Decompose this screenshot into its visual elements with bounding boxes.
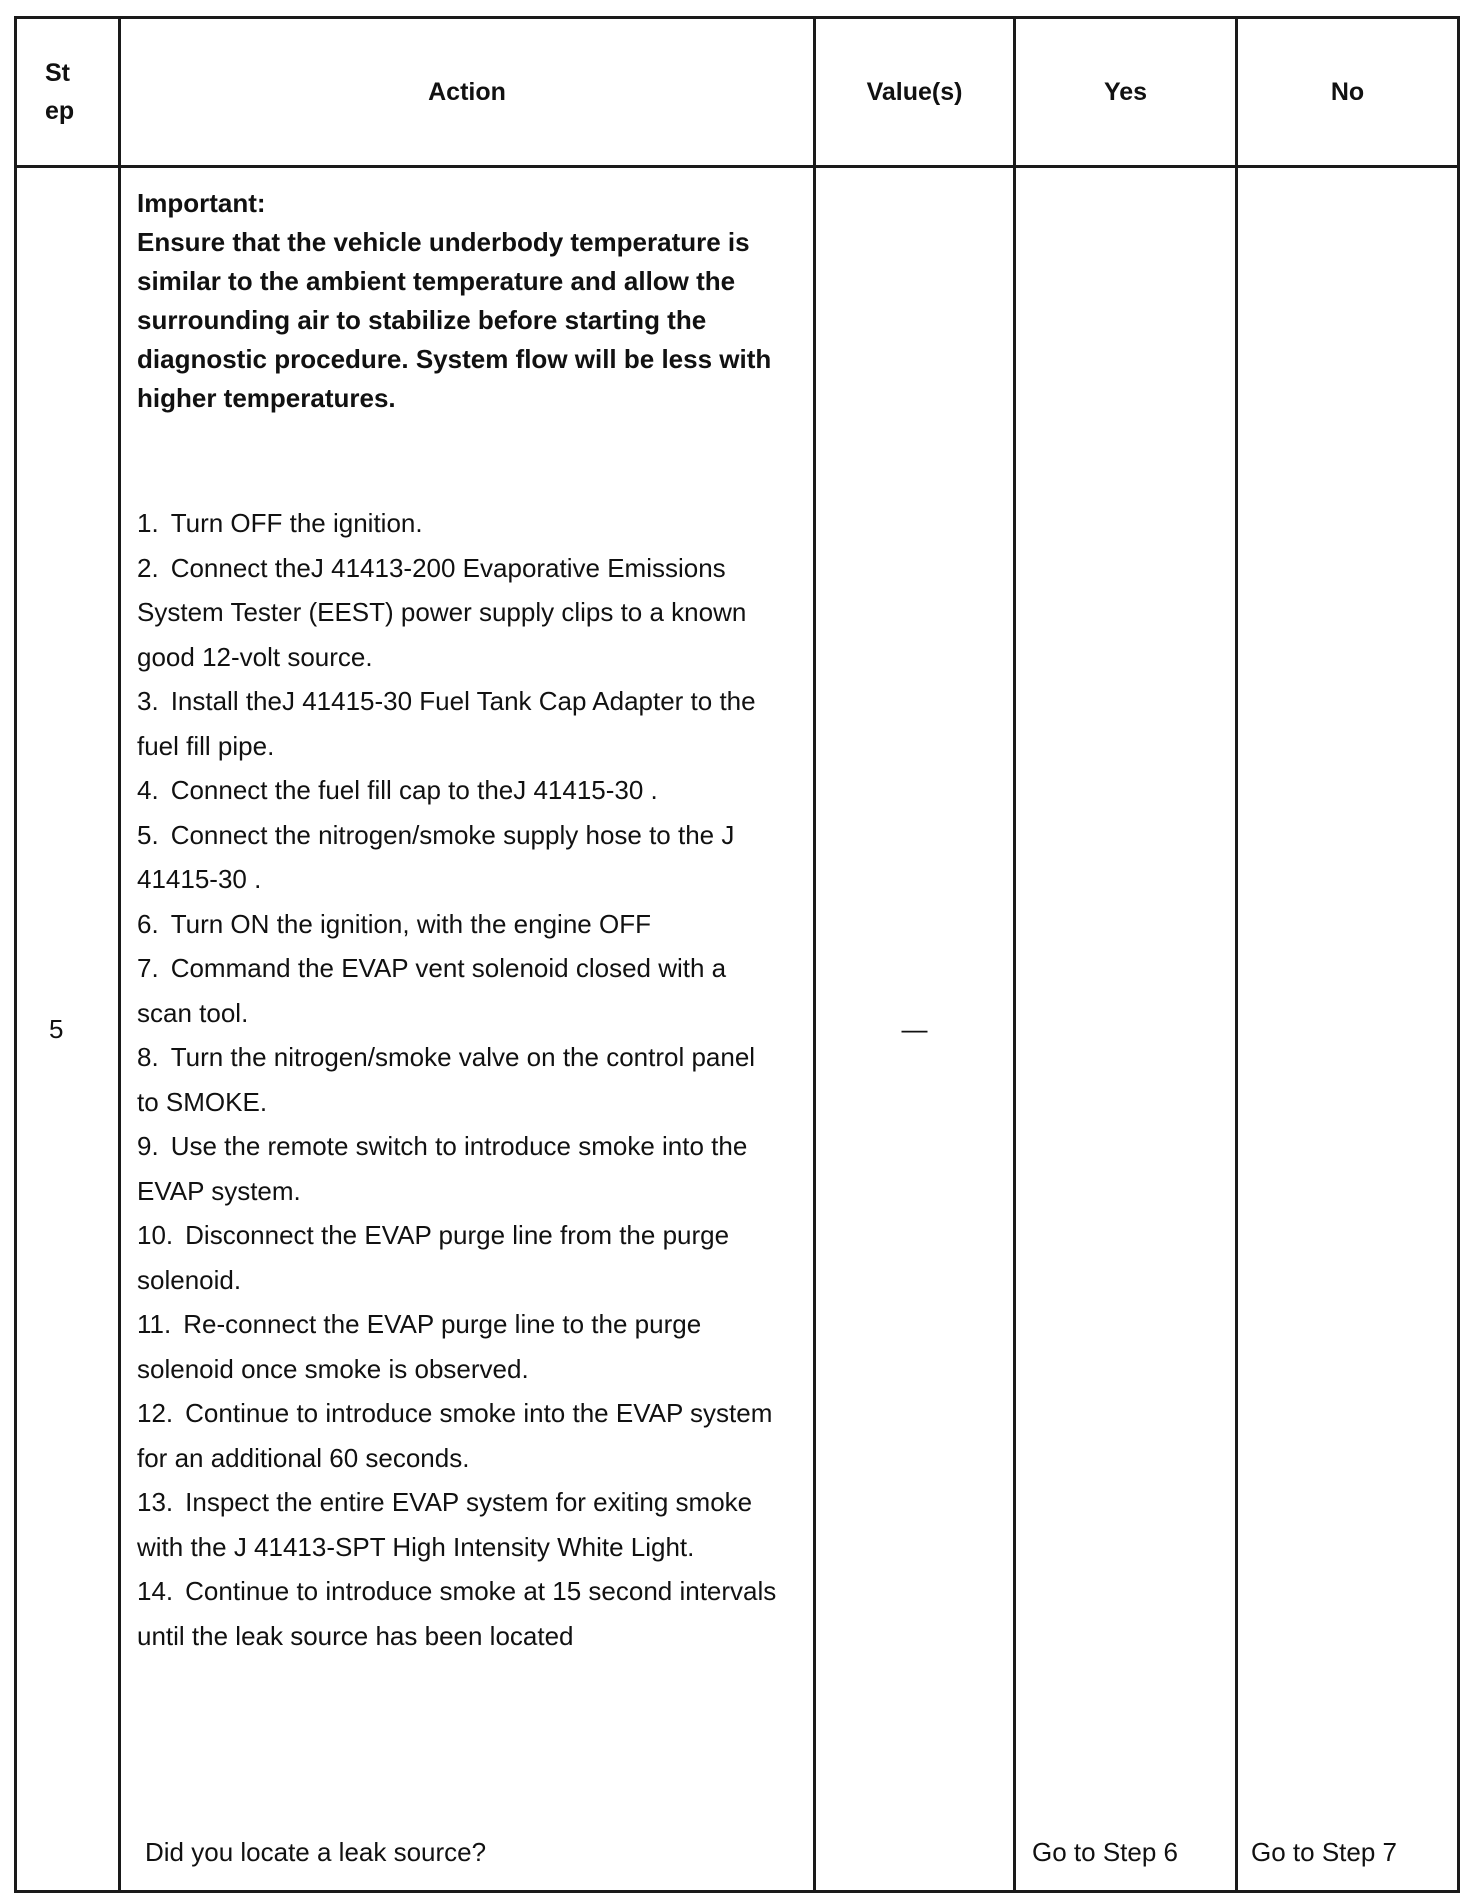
table-row bbox=[16, 167, 1459, 1892]
list-item: 3. Install theJ 41415-30 Fuel Tank Cap Adapter to the fuel fill pipe. bbox=[137, 686, 756, 761]
diagnostic-table bbox=[14, 16, 1460, 1893]
no-cell bbox=[1237, 167, 1459, 1892]
yes-cell bbox=[1015, 167, 1237, 1892]
list-item: 6. Turn ON the ignition, with the engine OFF bbox=[137, 908, 651, 939]
step-number: 5 bbox=[16, 167, 120, 1892]
important-title: Important: bbox=[137, 188, 266, 218]
list-item: 9. Use the remote switch to introduce smoke into the EVAP system. bbox=[137, 1131, 748, 1206]
list-item: 2. Connect theJ 41413-200 Evaporative Emissions System Tester (EEST) power supply clips to a known good 12-volt source. bbox=[137, 552, 747, 672]
leak-question: Did you locate a leak source? bbox=[145, 1837, 487, 1867]
list-item: 1. Turn OFF the ignition. bbox=[137, 508, 423, 538]
no-goto: Go to Step 7 bbox=[1251, 1837, 1397, 1867]
procedure-steps bbox=[137, 501, 777, 1658]
list-item: 12. Continue to introduce smoke into the EVAP system for an additional 60 seconds. bbox=[137, 1398, 773, 1473]
list-item: 10. Disconnect the EVAP purge line from the purge solenoid. bbox=[137, 1220, 730, 1295]
list-item: 7. Command the EVAP vent solenoid closed with a scan tool. bbox=[137, 953, 727, 1028]
no-header: No bbox=[1237, 18, 1459, 167]
important-note bbox=[137, 184, 787, 418]
list-item: 5. Connect the nitrogen/smoke supply hose to the J 41415-30 . bbox=[137, 819, 735, 894]
values-header: Value(s) bbox=[815, 18, 1015, 167]
step-header: St ep bbox=[16, 18, 120, 167]
list-item: 4. Connect the fuel fill cap to theJ 41415-30 . bbox=[137, 775, 658, 805]
action-cell bbox=[120, 167, 815, 1892]
header-row bbox=[16, 18, 1459, 167]
yes-goto: Go to Step 6 bbox=[1032, 1837, 1178, 1867]
list-item: 14. Continue to introduce smoke at 15 second intervals until the leak source has been located bbox=[137, 1576, 777, 1651]
list-item: 8. Turn the nitrogen/smoke valve on the control panel to SMOKE. bbox=[137, 1042, 756, 1117]
list-item: 11. Re-connect the EVAP purge line to the purge solenoid once smoke is observed. bbox=[137, 1309, 702, 1384]
list-item: 13. Inspect the entire EVAP system for exiting smoke with the J 41413-SPT High Intensity White Light. bbox=[137, 1487, 753, 1562]
important-text: Ensure that the vehicle underbody temperature is similar to the ambient temperature and allow the surrounding air to stabilize before starting the diagnostic procedure. System flow will be less with higher temperatures. bbox=[137, 227, 772, 413]
action-header: Action bbox=[120, 18, 815, 167]
value-cell: — bbox=[815, 167, 1015, 1892]
yes-header: Yes bbox=[1015, 18, 1237, 167]
